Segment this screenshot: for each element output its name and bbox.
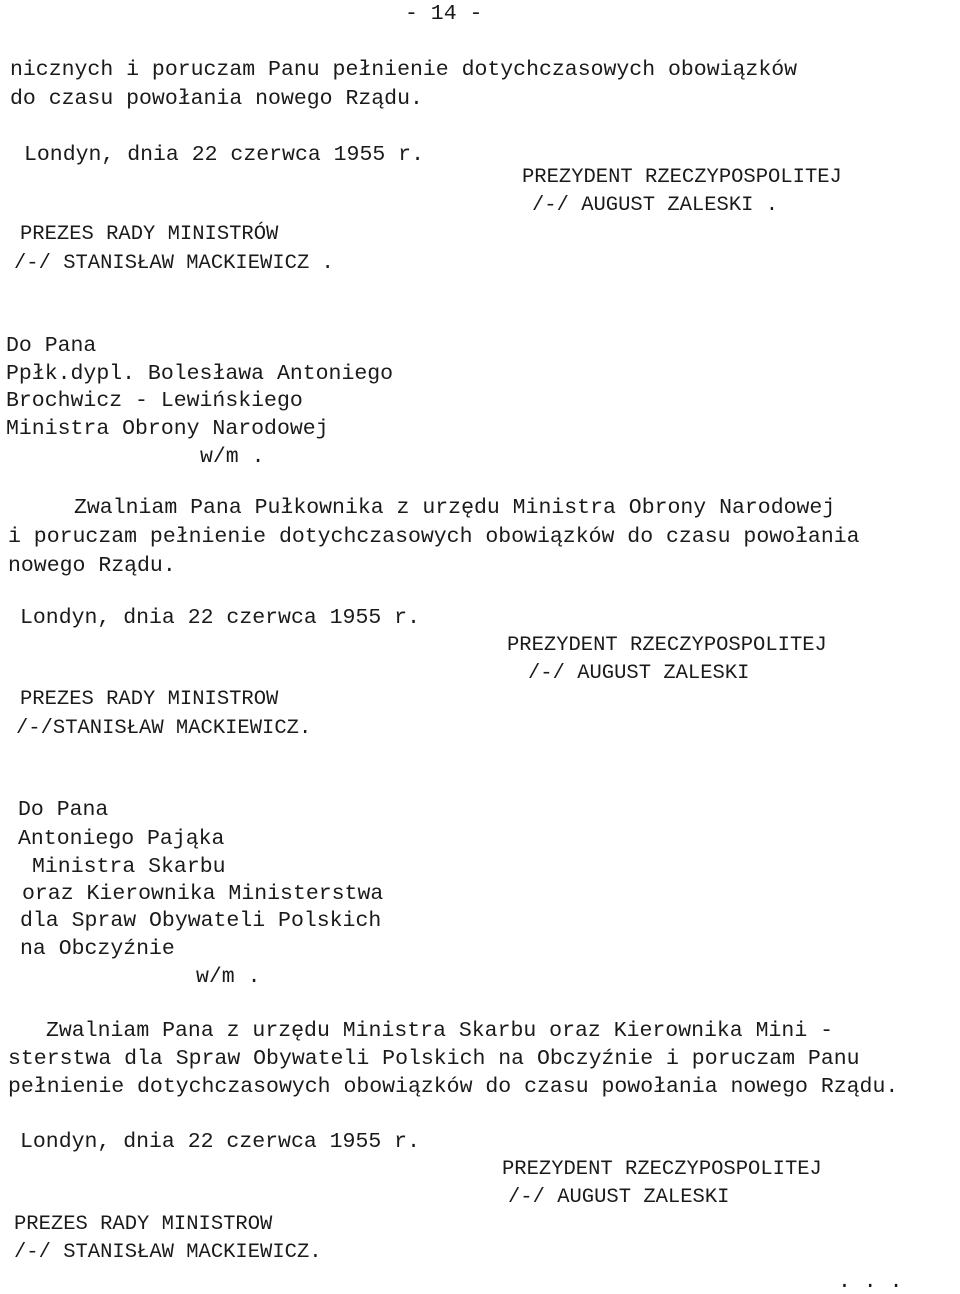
addressee-2-line-4: Ministra Obrony Narodowej — [6, 417, 329, 441]
addressee-2-line-2: Ppłk.dypl. Bolesława Antoniego — [6, 362, 394, 386]
addressee-2-line-3: Brochwicz - Lewińskiego — [6, 389, 303, 413]
addressee-3-line-7: w/m . — [196, 965, 261, 989]
pm-signature-3: /-/ STANISŁAW MACKIEWICZ. — [14, 1241, 322, 1264]
president-signature-1: /-/ AUGUST ZALESKI . — [532, 194, 779, 217]
addressee-3-line-2: Antoniego Pająka — [18, 827, 225, 851]
pm-title-3: PREZES RADY MINISTROW — [14, 1213, 273, 1236]
body-3-line-2: sterstwa dla Spraw Obywateli Polskich na Obczyźnie i poruczam Panu — [8, 1047, 860, 1071]
continuation-marker: . . . — [838, 1270, 903, 1294]
pm-signature-1: /-/ STANISŁAW MACKIEWICZ . — [14, 252, 334, 275]
president-signature-3: /-/ AUGUST ZALESKI — [508, 1186, 730, 1209]
page-number: - 14 - — [405, 2, 483, 26]
president-title-3: PREZYDENT RZECZYPOSPOLITEJ — [502, 1158, 822, 1181]
addressee-2-line-5: w/m . — [200, 445, 265, 469]
intro-line-2: do czasu powołania nowego Rządu. — [10, 87, 423, 111]
addressee-3-line-6: na Obczyźnie — [20, 937, 175, 961]
addressee-3-line-3: Ministra Skarbu — [32, 855, 226, 879]
body-2-line-3: nowego Rządu. — [8, 554, 176, 578]
pm-signature-2: /-/STANISŁAW MACKIEWICZ. — [16, 717, 312, 740]
addressee-3-line-4: oraz Kierownika Ministerstwa — [22, 882, 384, 906]
president-title-2: PREZYDENT RZECZYPOSPOLITEJ — [507, 634, 827, 657]
place-date-2: Londyn, dnia 22 czerwca 1955 r. — [20, 606, 420, 630]
intro-line-1: nicznych i poruczam Panu pełnienie dotychczasowych obowiązków — [10, 58, 798, 82]
pm-title-2: PREZES RADY MINISTROW — [20, 688, 279, 711]
pm-title-1: PREZES RADY MINISTRÓW — [20, 223, 279, 246]
addressee-2-line-1: Do Pana — [6, 334, 97, 358]
body-3-line-1: Zwalniam Pana z urzędu Ministra Skarbu oraz Kierownika Mini - — [46, 1019, 834, 1043]
addressee-3-line-1: Do Pana — [18, 798, 109, 822]
place-date-3: Londyn, dnia 22 czerwca 1955 r. — [20, 1130, 420, 1154]
president-title-1: PREZYDENT RZECZYPOSPOLITEJ — [522, 166, 842, 189]
body-2-line-1: Zwalniam Pana Pułkownika z urzędu Ministra Obrony Narodowej — [74, 496, 836, 520]
body-3-line-3: pełnienie dotychczasowych obowiązków do czasu powołania nowego Rządu. — [8, 1075, 899, 1099]
body-2-line-2: i poruczam pełnienie dotychczasowych obowiązków do czasu powołania — [8, 525, 860, 549]
place-date-1: Londyn, dnia 22 czerwca 1955 r. — [24, 143, 424, 167]
president-signature-2: /-/ AUGUST ZALESKI — [528, 662, 750, 685]
addressee-3-line-5: dla Spraw Obywateli Polskich — [20, 909, 382, 933]
